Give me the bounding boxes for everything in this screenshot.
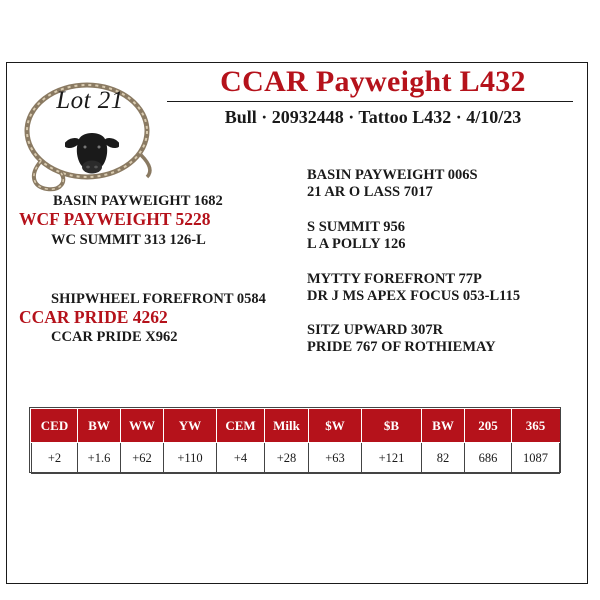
epd-header-row <box>32 410 560 443</box>
epd-header-actual-bw: BW <box>422 410 465 443</box>
epd-header-dollar-w: $W <box>309 410 362 443</box>
epd-value-yw: +110 <box>164 443 217 474</box>
title-divider <box>167 101 573 102</box>
epd-value-cem: +4 <box>217 443 265 474</box>
pedigree-dam-dam: CCAR PRIDE X962 <box>51 329 178 345</box>
page-title: CCAR Payweight L432 <box>220 65 526 98</box>
pedigree-sire-sire: BASIN PAYWEIGHT 1682 <box>53 193 223 209</box>
cow-head-icon <box>65 129 119 175</box>
pedigree-ssd: 21 AR O LASS 7017 <box>307 184 433 200</box>
epd-value-ced: +2 <box>32 443 78 474</box>
lot-card <box>6 62 588 584</box>
epd-header-205: 205 <box>465 410 512 443</box>
epd-header-ww: WW <box>121 410 164 443</box>
epd-header-365: 365 <box>512 410 560 443</box>
pedigree-sss: BASIN PAYWEIGHT 006S <box>307 167 478 183</box>
epd-header-cem: CEM <box>217 410 265 443</box>
epd-value-dollar-w: +63 <box>309 443 362 474</box>
pedigree-sire-dam: WC SUMMIT 313 126-L <box>51 232 206 248</box>
pedigree-dds: SITZ UPWARD 307R <box>307 322 444 338</box>
epd-value-milk: +28 <box>265 443 309 474</box>
pedigree-dsd: DR J MS APEX FOCUS 053-L115 <box>307 288 521 304</box>
epd-header-ced: CED <box>32 410 78 443</box>
lot-label: Lot 21 <box>56 87 124 114</box>
animal-info: Bull · 20932448 · Tattoo L432 · 4/10/23 <box>224 107 522 127</box>
epd-header-dollar-b: $B <box>362 410 422 443</box>
epd-value-205: 686 <box>465 443 512 474</box>
epd-value-row <box>32 443 560 474</box>
epd-value-ww: +62 <box>121 443 164 474</box>
pedigree-sds: S SUMMIT 956 <box>307 219 406 235</box>
epd-value-bw: +1.6 <box>78 443 121 474</box>
epd-value-dollar-b: +121 <box>362 443 422 474</box>
pedigree-dam-sire: SHIPWHEEL FOREFRONT 0584 <box>51 291 266 307</box>
epd-value-365: 1087 <box>512 443 560 474</box>
epd-header-yw: YW <box>164 410 217 443</box>
pedigree-ddd: PRIDE 767 OF ROTHIEMAY <box>307 339 496 355</box>
epd-table <box>31 409 560 474</box>
pedigree-sire: WCF PAYWEIGHT 5228 <box>19 209 211 229</box>
epd-value-actual-bw: 82 <box>422 443 465 474</box>
pedigree-dam: CCAR PRIDE 4262 <box>19 307 168 327</box>
epd-header-milk: Milk <box>265 410 309 443</box>
epd-header-bw: BW <box>78 410 121 443</box>
pedigree-dss: MYTTY FOREFRONT 77P <box>307 271 482 287</box>
lot-badge <box>21 77 159 197</box>
pedigree-sdd: L A POLLY 126 <box>307 236 406 252</box>
